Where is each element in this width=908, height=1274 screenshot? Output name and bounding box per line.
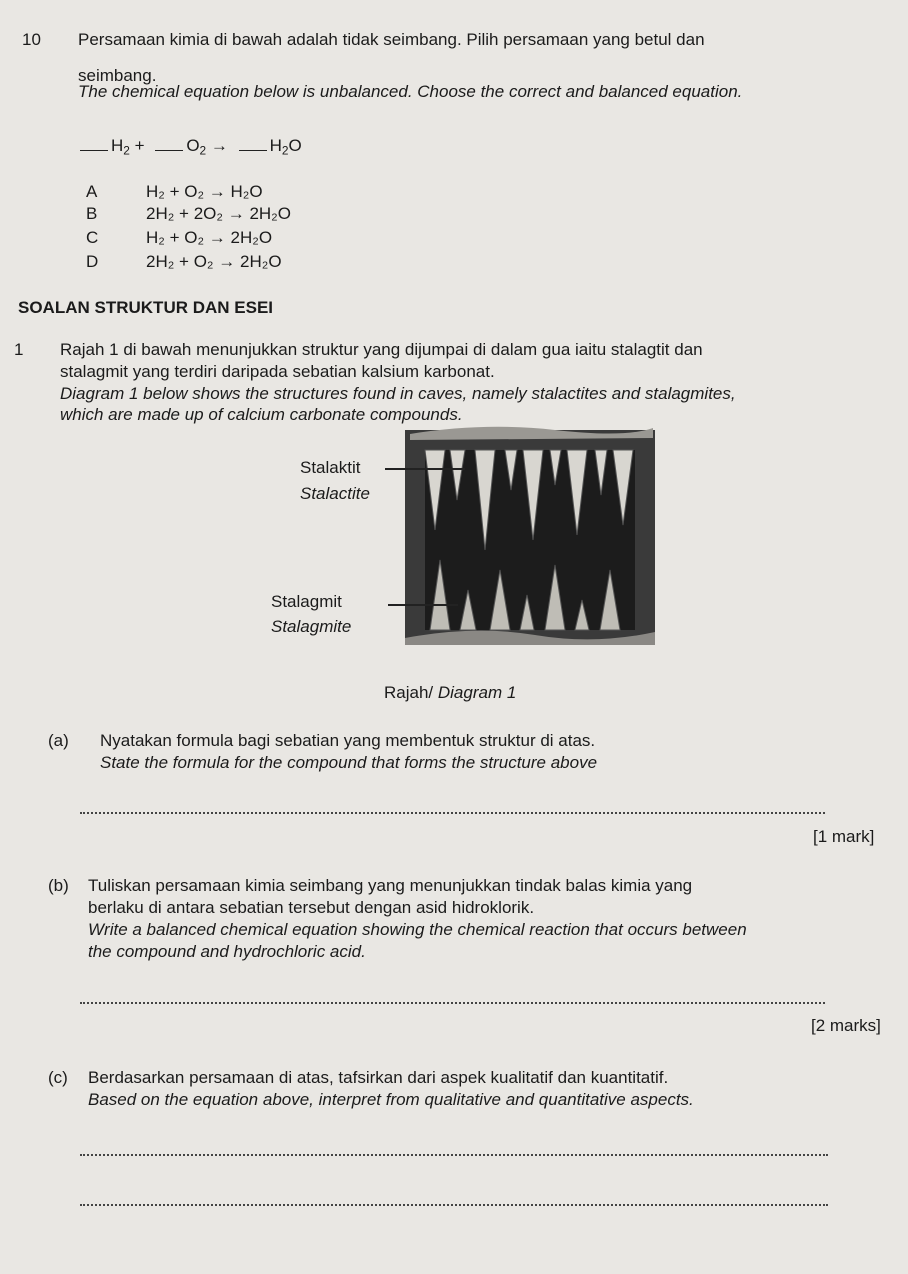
label-stalagmit: Stalagmit bbox=[271, 592, 342, 611]
answer-line-a[interactable] bbox=[80, 812, 825, 814]
option-letter-c[interactable]: C bbox=[86, 228, 99, 247]
question-number: 10 bbox=[22, 30, 41, 49]
label-stalactite: Stalactite bbox=[300, 484, 370, 503]
part-c-letter: (c) bbox=[48, 1068, 68, 1087]
stalagmite-pointer-line bbox=[388, 604, 458, 606]
part-b-text-english: Write a balanced chemical equation showing the chemical reaction that occurs between bbox=[88, 920, 747, 939]
part-b-text-malay: Tuliskan persamaan kimia seimbang yang menunjukkan tindak balas kimia yang bbox=[88, 876, 693, 895]
stalactite-pointer-line bbox=[385, 468, 465, 470]
label-stalaktit: Stalaktit bbox=[300, 458, 361, 477]
option-letter-d[interactable]: D bbox=[86, 252, 99, 271]
question-text-malay: Rajah 1 di bawah menunjukkan struktur yang dijumpai di dalam gua iaitu stalagtit dan bbox=[60, 340, 703, 359]
question-text-malay-cont: seimbang. bbox=[78, 66, 157, 85]
part-c-text-english: Based on the equation above, interpret from qualitative and quantitative aspects. bbox=[88, 1090, 694, 1109]
label-stalagmite: Stalagmite bbox=[271, 617, 352, 636]
part-b-text-english-cont: the compound and hydrochloric acid. bbox=[88, 942, 366, 961]
option-letter-a[interactable]: A bbox=[86, 182, 98, 201]
cave-diagram bbox=[395, 420, 665, 660]
question-text-english: The chemical equation below is unbalanced. Choose the correct and balanced equation. bbox=[78, 82, 743, 101]
question-text-english: Diagram 1 below shows the structures found in caves, namely stalactites and stalagmites, bbox=[60, 384, 736, 403]
answer-line-c1[interactable] bbox=[80, 1154, 828, 1156]
question-number: 1 bbox=[14, 340, 24, 359]
part-a-letter: (a) bbox=[48, 731, 69, 750]
part-b-text-malay-cont: berlaku di antara sebatian tersebut dengan asid hidroklorik. bbox=[88, 898, 535, 917]
question-text-malay: Persamaan kimia di bawah adalah tidak seimbang. Pilih persamaan yang betul dan bbox=[78, 30, 705, 49]
marks-label-b: [2 marks] bbox=[811, 1016, 881, 1035]
option-c-equation[interactable]: H₂ + O₂ → 2H₂O bbox=[146, 228, 273, 247]
answer-line-c2[interactable] bbox=[80, 1204, 828, 1206]
part-a-text-malay: Nyatakan formula bagi sebatian yang membentuk struktur di atas. bbox=[100, 731, 596, 750]
diagram-caption: Rajah/ Diagram 1 bbox=[384, 683, 517, 702]
question-text-malay-cont: stalagmit yang terdiri daripada sebatian kalsium karbonat. bbox=[60, 362, 495, 381]
question-text-english-cont: which are made up of calcium carbonate compounds. bbox=[60, 405, 463, 424]
answer-line-b[interactable] bbox=[80, 1002, 825, 1004]
marks-label-a: [1 mark] bbox=[813, 827, 875, 846]
option-a-equation[interactable]: H₂ + O₂ → H₂O bbox=[146, 182, 263, 201]
unbalanced-equation: $H_2 + O_2 \to H_2O$ bbox=[80, 136, 302, 156]
option-b-equation[interactable]: 2H₂ + 2O₂ → 2H₂O bbox=[146, 204, 291, 223]
part-b-letter: (b) bbox=[48, 876, 69, 895]
option-letter-b[interactable]: B bbox=[86, 204, 98, 223]
option-d-equation[interactable]: 2H₂ + O₂ → 2H₂O bbox=[146, 252, 282, 271]
section-title: SOALAN STRUKTUR DAN ESEI bbox=[18, 298, 274, 317]
part-c-text-malay: Berdasarkan persamaan di atas, tafsirkan dari aspek kualitatif dan kuantitatif. bbox=[88, 1068, 669, 1087]
part-a-text-english: State the formula for the compound that forms the structure above bbox=[100, 753, 598, 772]
